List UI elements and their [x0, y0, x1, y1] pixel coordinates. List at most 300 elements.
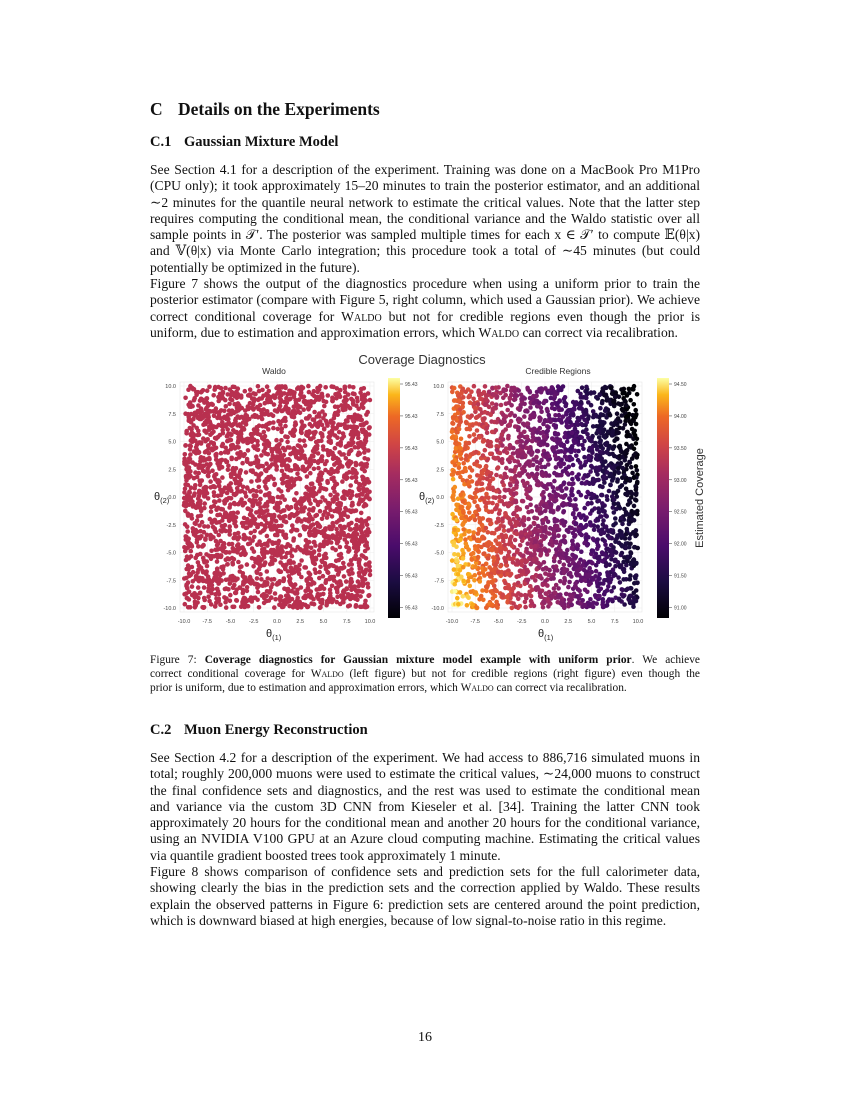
scatter-point — [187, 417, 192, 422]
scatter-point — [341, 594, 346, 599]
scatter-point — [212, 414, 217, 419]
scatter-point — [296, 406, 301, 411]
scatter-point — [304, 492, 309, 497]
scatter-point — [318, 419, 323, 424]
scatter-point — [257, 605, 262, 610]
scatter-point — [613, 564, 618, 569]
scatter-point — [248, 489, 253, 494]
scatter-point — [280, 461, 285, 466]
x-tick-label: -10.0 — [177, 619, 191, 625]
scatter-point — [312, 540, 317, 545]
scatter-point — [183, 602, 188, 607]
scatter-point — [200, 605, 205, 610]
scatter-point — [245, 517, 250, 522]
scatter-point — [227, 487, 232, 492]
scatter-point — [363, 570, 368, 575]
scatter-point — [249, 479, 254, 484]
scatter-point — [303, 469, 308, 474]
scatter-point — [473, 406, 478, 411]
scatter-point — [586, 456, 591, 461]
scatter-point — [265, 384, 270, 389]
section-heading — [150, 99, 380, 120]
scatter-point — [490, 531, 495, 536]
scatter-point — [326, 453, 331, 458]
scatter-point — [265, 439, 270, 444]
scatter-point — [318, 509, 323, 514]
scatter-point — [469, 413, 474, 418]
scatter-point — [228, 397, 233, 402]
text-line: (CPU only); it took approximately 15–20 minutes to train the posterior estimator, and an additional — [150, 178, 700, 194]
scatter-point — [269, 447, 274, 452]
scatter-point — [204, 419, 209, 424]
scatter-point — [528, 405, 533, 410]
scatter-point — [610, 465, 615, 470]
scatter-point — [536, 561, 541, 566]
scatter-point — [295, 464, 300, 469]
scatter-point — [548, 419, 553, 424]
scatter-point — [222, 541, 227, 546]
scatter-point — [227, 402, 232, 407]
scatter-point — [274, 519, 279, 524]
scatter-point — [468, 584, 473, 589]
scatter-point — [182, 592, 187, 597]
scatter-point — [556, 388, 561, 393]
scatter-point — [335, 600, 340, 605]
scatter-point — [629, 465, 634, 470]
scatter-point — [460, 548, 465, 553]
scatter-point — [529, 594, 534, 599]
scatter-point — [234, 390, 239, 395]
scatter-point — [226, 467, 231, 472]
scatter-point — [528, 463, 533, 468]
scatter-point — [330, 497, 335, 502]
scatter-point — [634, 464, 639, 469]
scatter-point — [629, 490, 634, 495]
scatter-point — [594, 569, 599, 574]
scatter-point — [279, 438, 284, 443]
scatter-point — [566, 585, 571, 590]
scatter-point — [265, 508, 270, 513]
scatter-point — [328, 591, 333, 596]
scatter-point — [188, 447, 193, 452]
scatter-point — [213, 485, 218, 490]
scatter-point — [336, 532, 341, 537]
scatter-point — [610, 452, 615, 457]
scatter-point — [308, 572, 313, 577]
scatter-point — [296, 501, 301, 506]
scatter-point — [513, 393, 518, 398]
text-line: potentially be optimized in the future). — [150, 259, 360, 275]
scatter-point — [320, 454, 325, 459]
scatter-point — [309, 482, 314, 487]
scatter-point — [355, 493, 360, 498]
y-tick-label: 0.0 — [168, 495, 176, 501]
scatter-point — [451, 497, 456, 502]
scatter-point — [288, 485, 293, 490]
scatter-point — [313, 567, 318, 572]
scatter-point — [568, 571, 573, 576]
scatter-point — [473, 573, 478, 578]
scatter-point — [244, 535, 249, 540]
scatter-point — [630, 517, 635, 522]
scatter-point — [208, 537, 213, 542]
scatter-point — [513, 397, 518, 402]
scatter-point — [302, 565, 307, 570]
scatter-point — [349, 448, 354, 453]
scatter-point — [471, 397, 476, 402]
scatter-point — [279, 489, 284, 494]
scatter-point — [254, 494, 259, 499]
scatter-point — [573, 503, 578, 508]
scatter-point — [201, 543, 206, 548]
scatter-point — [519, 439, 524, 444]
scatter-point — [361, 423, 366, 428]
scatter-point — [317, 548, 322, 553]
subsection-heading-c1 — [150, 134, 338, 151]
scatter-point — [515, 514, 520, 519]
scatter-point — [195, 537, 200, 542]
x-tick-label: -5.0 — [493, 619, 504, 625]
scatter-point — [283, 448, 288, 453]
scatter-point — [464, 420, 469, 425]
scatter-point — [613, 573, 618, 578]
scatter-point — [309, 458, 314, 463]
scatter-point — [351, 418, 356, 423]
scatter-point — [578, 531, 583, 536]
scatter-point — [344, 471, 349, 476]
scatter-point — [504, 466, 509, 471]
x-tick-label: 7.5 — [610, 619, 619, 625]
scatter-point — [338, 545, 343, 550]
scatter-point — [343, 444, 348, 449]
section-number: C — [150, 99, 163, 119]
scatter-point — [601, 413, 606, 418]
paragraph-c1-1 — [150, 162, 700, 276]
scatter-point — [223, 458, 228, 463]
scatter-point — [224, 578, 229, 583]
scatter-point — [537, 415, 542, 420]
scatter-point — [526, 459, 531, 464]
scatter-point — [206, 444, 211, 449]
scatter-point — [352, 556, 357, 561]
scatter-point — [216, 385, 221, 390]
scatter-point — [349, 594, 354, 599]
scatter-point — [501, 396, 506, 401]
scatter-point — [213, 500, 218, 505]
scatter-point — [192, 413, 197, 418]
scatter-point — [197, 440, 202, 445]
scatter-point — [295, 471, 300, 476]
scatter-point — [539, 510, 544, 515]
scatter-point — [595, 547, 600, 552]
scatter-point — [252, 529, 257, 534]
scatter-point — [183, 443, 188, 448]
scatter-point — [577, 418, 582, 423]
scatter-point — [240, 489, 245, 494]
scatter-point — [558, 485, 563, 490]
scatter-point — [528, 416, 533, 421]
scatter-point — [255, 425, 260, 430]
scatter-point — [355, 396, 360, 401]
scatter-point — [251, 503, 256, 508]
scatter-point — [461, 594, 466, 599]
scatter-point — [184, 478, 189, 483]
scatter-point — [298, 411, 303, 416]
scatter-point — [514, 531, 519, 536]
scatter-point — [515, 505, 520, 510]
scatter-point — [597, 572, 602, 577]
scatter-point — [318, 384, 323, 389]
scatter-point — [183, 452, 188, 457]
scatter-point — [314, 587, 319, 592]
scatter-point — [184, 431, 189, 436]
panel-title-waldo: Waldo — [262, 366, 286, 376]
scatter-point — [484, 526, 489, 531]
scatter-point — [549, 509, 554, 514]
scatter-point — [366, 457, 371, 462]
scatter-point — [244, 470, 249, 475]
scatter-point — [351, 586, 356, 591]
scatter-point — [256, 555, 261, 560]
scatter-point — [632, 476, 637, 481]
scatter-point — [323, 552, 328, 557]
scatter-point — [198, 591, 203, 596]
scatter-point — [496, 526, 501, 531]
scatter-point — [205, 437, 210, 442]
scatter-point — [256, 523, 261, 528]
scatter-point — [509, 393, 514, 398]
scatter-point — [481, 598, 486, 603]
scatter-point — [542, 518, 547, 523]
scatter-point — [235, 577, 240, 582]
scatter-point — [523, 605, 528, 610]
scatter-point — [484, 426, 489, 431]
scatter-point — [219, 493, 224, 498]
scatter-point — [258, 489, 263, 494]
scatter-point — [571, 511, 576, 516]
scatter-point — [209, 591, 214, 596]
scatter-point — [216, 506, 221, 511]
scatter-point — [526, 510, 531, 515]
scatter-point — [209, 505, 214, 510]
scatter-point — [569, 546, 574, 551]
scatter-point — [255, 576, 260, 581]
scatter-point — [632, 402, 637, 407]
scatter-point — [464, 442, 469, 447]
scatter-point — [280, 408, 285, 413]
scatter-point — [360, 475, 365, 480]
scatter-point — [356, 432, 361, 437]
scatter-point — [259, 471, 264, 476]
scatter-point — [502, 417, 507, 422]
text-fragment: but not for credible regions even though the prior is — [381, 308, 701, 324]
scatter-point — [611, 545, 616, 550]
scatter-point — [523, 600, 528, 605]
scatter-point — [251, 438, 256, 443]
scatter-point — [608, 483, 613, 488]
scatter-point — [320, 517, 325, 522]
scatter-point — [477, 413, 482, 418]
scatter-point — [311, 532, 316, 537]
scatter-point — [227, 519, 232, 524]
scatter-point — [482, 416, 487, 421]
scatter-point — [271, 426, 276, 431]
scatter-point — [350, 539, 355, 544]
scatter-point — [202, 486, 207, 491]
scatter-point — [619, 387, 624, 392]
scatter-point — [577, 588, 582, 593]
scatter-point — [509, 535, 514, 540]
scatter-point — [335, 537, 340, 542]
scatter-point — [241, 582, 246, 587]
scatter-point — [615, 536, 620, 541]
scatter-point — [183, 549, 188, 554]
scatter-point — [241, 521, 246, 526]
scatter-point — [525, 570, 530, 575]
scatter-point — [238, 546, 243, 551]
y-tick-label: -2.5 — [166, 522, 176, 529]
scatter-point — [290, 571, 295, 576]
scatter-point — [278, 450, 283, 455]
scatter-point — [188, 514, 193, 519]
scatter-point — [192, 491, 197, 496]
scatter-point — [258, 505, 263, 510]
scatter-point — [325, 541, 330, 546]
scatter-point — [364, 439, 369, 444]
scatter-point — [304, 551, 309, 556]
scatter-point — [338, 440, 343, 445]
scatter-point — [202, 501, 207, 506]
scatter-point — [456, 564, 461, 569]
scatter-point — [190, 460, 195, 465]
scatter-point — [246, 542, 251, 547]
scatter-point — [265, 534, 270, 539]
scatter-point — [221, 571, 226, 576]
scatter-point — [484, 589, 489, 594]
text-line: See Section 4.1 for a description of the experiment. Training was done on a MacBook Pro M1Pro — [150, 162, 700, 177]
scatter-point — [196, 429, 201, 434]
scatter-point — [202, 596, 207, 601]
scatter-point — [270, 513, 275, 518]
scatter-point — [510, 587, 515, 592]
scatter-point — [627, 545, 632, 550]
scatter-point — [467, 510, 472, 515]
scatter-point — [489, 419, 494, 424]
scatter-point — [518, 569, 523, 574]
scatter-point — [472, 384, 477, 389]
scatter-point — [520, 563, 525, 568]
scatter-point — [272, 605, 277, 610]
scatter-point — [262, 542, 267, 547]
scatter-point — [243, 408, 248, 413]
scatter-point — [186, 605, 191, 610]
scatter-point — [333, 469, 338, 474]
scatter-point — [483, 398, 488, 403]
scatter-point — [307, 414, 312, 419]
y-tick-label: -7.5 — [166, 578, 176, 585]
scatter-point — [253, 560, 258, 565]
scatter-point — [223, 587, 228, 592]
scatter-point — [243, 389, 248, 394]
scatter-point — [567, 580, 572, 585]
scatter-point — [520, 455, 525, 460]
y-tick-label: 2.5 — [436, 467, 444, 474]
scatter-point — [346, 492, 351, 497]
scatter-point — [360, 581, 365, 586]
scatter-point — [624, 403, 629, 408]
section-title: Details on the Experiments — [178, 99, 380, 119]
scatter-point — [297, 444, 302, 449]
scatter-point — [594, 456, 599, 461]
scatter-point — [533, 530, 538, 535]
scatter-point — [281, 578, 286, 583]
scatter-point — [198, 499, 203, 504]
scatter-point — [210, 468, 215, 473]
scatter-point — [248, 512, 253, 517]
scatter-point — [476, 555, 481, 560]
scatter-point — [323, 385, 328, 390]
scatter-point — [302, 400, 307, 405]
scatter-point — [262, 430, 267, 435]
scatter-point — [545, 504, 550, 509]
scatter-point — [618, 580, 623, 585]
scatter-point — [364, 503, 369, 508]
scatter-point — [275, 581, 280, 586]
scatter-point — [348, 483, 353, 488]
scatter-point — [331, 524, 336, 529]
scatter-point — [480, 481, 485, 486]
scatter-point — [211, 441, 216, 446]
scatter-point — [292, 390, 297, 395]
scatter-point — [318, 486, 323, 491]
scatter-point — [250, 468, 255, 473]
scatter-point — [594, 495, 599, 500]
scatter-point — [550, 594, 555, 599]
scatter-point — [196, 514, 201, 519]
scatter-point — [585, 474, 590, 479]
paragraph-c1-2 — [150, 276, 700, 341]
scatter-point — [520, 539, 525, 544]
scatter-point — [260, 417, 265, 422]
scatter-point — [542, 484, 547, 489]
scatter-point — [461, 461, 466, 466]
scatter-point — [196, 568, 201, 573]
scatter-point — [620, 391, 625, 396]
scatter-point — [244, 494, 249, 499]
scatter-point — [616, 416, 621, 421]
scatter-point — [322, 534, 327, 539]
scatter-point — [198, 480, 203, 485]
scatter-point — [325, 421, 330, 426]
scatter-point — [277, 603, 282, 608]
scatter-point — [233, 532, 238, 537]
scatter-point — [466, 547, 471, 552]
scatter-point — [526, 517, 531, 522]
scatter-point — [353, 429, 358, 434]
scatter-point — [596, 518, 601, 523]
scatter-point — [224, 558, 229, 563]
scatter-point — [601, 522, 606, 527]
scatter-point — [621, 408, 626, 413]
scatter-point — [206, 524, 211, 529]
scatter-point — [248, 387, 253, 392]
scatter-point — [205, 388, 210, 393]
scatter-point — [312, 550, 317, 555]
x-tick-label: -5.0 — [225, 619, 236, 625]
scatter-point — [544, 549, 549, 554]
scatter-point — [278, 400, 283, 405]
scatter-point — [239, 497, 244, 502]
